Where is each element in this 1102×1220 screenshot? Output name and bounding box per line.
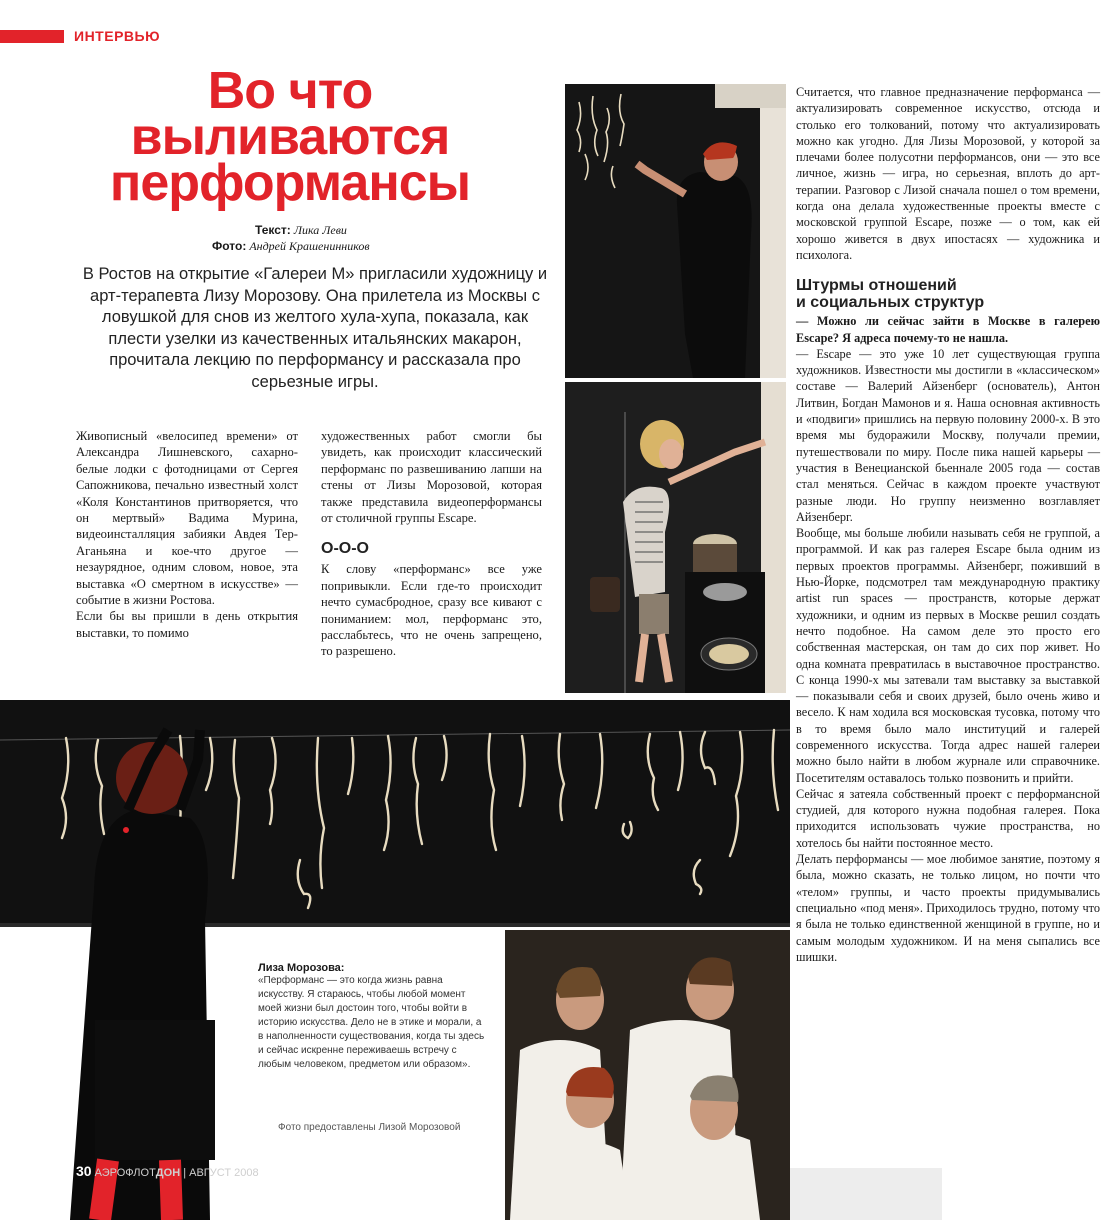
photo-artist-with-bowls-image	[565, 382, 786, 693]
section-label: ИНТЕРВЬЮ	[74, 28, 161, 44]
text-credit-label: Текст:	[255, 223, 291, 237]
decorative-block	[790, 1168, 942, 1220]
photo-credit-author: Андрей Крашенинников	[249, 239, 370, 253]
col1-paragraph-1: Живописный «велосипед времени» от Александра Лишневского, сахарно-белые лодки с фотодницами от Сергея Сапожникова, печально известный холст «Коля Константинов притворяется, что он мертвый» Вадима Мурина, видеоинсталляция забияки Авдея Тер-Аганьяна и кое-что другое — незаурядное, одним словом, новое, эта выставка «О смертном в искусстве» — событие в жизни Ростова.	[76, 429, 298, 608]
footer-date: АВГУСТ 2008	[189, 1167, 259, 1179]
page-footer	[76, 1163, 259, 1179]
col3-subheading-1: Штурмы отношений	[796, 277, 957, 295]
col3-subheading-2: и социальных структур	[796, 294, 985, 312]
photo-source-credit: Фото предоставлены Лизой Морозовой	[278, 1122, 461, 1133]
col3-paragraph-2: — Escape — это уже 10 лет существующая группа художников. Известности мы достигли в «классическом» составе — Валерий Айзенберг (основатель), Антон Литвин, Богдан Мамонов и я. Наша основная активность и «подвиги» пришлись на первую половину 2000-х. В это время мы будоражили Москву, получали премии, путешествовали по миру. После пика нашей карьеры — участия в Венецианской бьеннале 2005 года — состав стал меняться. Сейчас в каждом проекте участвуют разные люди. Но группу неизменно возглавляет Айзенберг.	[796, 346, 1100, 524]
column-3	[796, 84, 1100, 965]
text-credit	[255, 222, 347, 238]
col1-paragraph-2: Если бы вы пришли в день открытия выставки, то помимо	[76, 609, 298, 640]
caption-quote: «Перформанс — это когда жизнь равна искусству. Я стараюсь, чтобы любой момент моей жизни был достоин того, чтобы войти в историю искусства. Дело не в этике и морали, а в наполненности существования, когда ты здесь и сейчас искренне переживаешь встречу с любым человеком, предметом или образом».	[258, 975, 485, 1070]
footer-separator: |	[183, 1167, 187, 1179]
column-2	[321, 428, 542, 660]
photo-noodle-performance-image	[0, 700, 790, 1220]
photo-credit-label: Фото:	[212, 239, 247, 253]
lead-paragraph: В Ростов на открытие «Галереи М» пригласили художницу и арт-терапевта Лизу Морозову. Она прилетела из Москвы с ловушкой для снов из желтого хула-хупа, показала, как плести узелки из качественных итальянских макарон, прочитала лекцию по перформансу и рассказала про серьезные игры.	[82, 265, 548, 391]
footer-magazine-bold: ДОН	[155, 1167, 181, 1179]
caption-title: Лиза Морозова:	[258, 962, 345, 974]
footer-magazine: АЭРОФЛОТ	[94, 1167, 156, 1179]
col2-paragraph-1: художественных работ смогли бы увидеть, как происходит классический перформанс по развешиванию лапши на стены от Лизы Морозовой, которая также представила видеоперформансы от столичной группы Escape.	[321, 429, 542, 526]
col3-paragraph-3: Вообще, мы больше любили называть себя не группой, а программой. И как раз галерея Escape была одним из первых проектов программы. Айзенберг, поживший в Нью-Йорке, подсмотрел там международную практику artist run spaces — пространств, которые держат художники, и одним из первых в Москве решил создать нечто подобное. На самом деле это просто его собственная мастерская, он там до сих пор живет. Но одна комната превратилась в выставочное пространство. С конца 1990-х мы затевали там выставку за выставкой — показывали себя и своих друзей, было очень живо и весело. К нам ходила вся московская тусовка, потому что в то время было мало институций и галерей современного искусства. Тогда адрес нашей галереи можно было найти в любом журнале или справочнике. Посетителям оставалось только позвонить и прийти.	[796, 526, 1100, 785]
col3-paragraph-1: Считается, что главное предназначение перформанса — актуализировать современное искусство, отсюда и столько его толкований, потому что актуализировать можно как угодно. Для Лизы Морозовой, у которой за плечами более полусотни перформансов, они — это все личное, жизнь — игра, но серьезная, вплоть до арт-терапии. Разговор с Лизой сначала пошел о том времени, когда она делала художественные проекты вместе с московской группой Escape, позже — о том, как ей хорошо живется в двух ипостасях — художника и психолога.	[796, 85, 1100, 262]
col3-paragraph-5: Делать перформансы — мое любимое занятие, поэтому я была, можно сказать, не только лицом, но почти что «телом» группы, и часто проекты придумывались специально «под меня». Приходилось трудно, потому что я была не только единственной женщиной в группе, но и самым молодым художником. И на меня сыпались все шишки.	[796, 852, 1100, 964]
headline	[80, 62, 500, 212]
photo-artist-at-wall	[565, 84, 786, 378]
col3-paragraph-4: Сейчас я затеяла собственный проект с перформансной студией, для которого нужна подобная галерея. Пока приходится использовать чужие пространства, но хотелось бы найти постоянное место.	[796, 786, 1100, 850]
column-1	[76, 428, 298, 641]
photo-credit	[212, 238, 370, 254]
photo-noodle-performance	[0, 700, 790, 1220]
headline-line-2: выливаются	[130, 108, 450, 166]
section-bar	[0, 30, 64, 43]
col2-subheading: О-О-О	[321, 540, 369, 558]
photo-artist-at-wall-image	[565, 84, 786, 378]
col3-question: — Можно ли сейчас зайти в Москве в галерею Escape? Я адреса почему-то не нашла.	[796, 314, 1100, 345]
headline-line-1: Во что	[207, 62, 373, 120]
headline-line-3: перформансы	[109, 154, 471, 212]
col2-paragraph-2: К слову «перформанс» все уже попривыкли. Если где-то происходит нечто сумасбродное, сразу все кивают с пониманием: мол, перформанс это, расслабьтесь, что не очень запрещено, то разрешено.	[321, 562, 542, 659]
photo-artist-with-bowls	[565, 382, 786, 693]
text-credit-author: Лика Леви	[293, 223, 347, 237]
photo-caption	[258, 962, 486, 1072]
page-number: 30	[76, 1163, 92, 1179]
